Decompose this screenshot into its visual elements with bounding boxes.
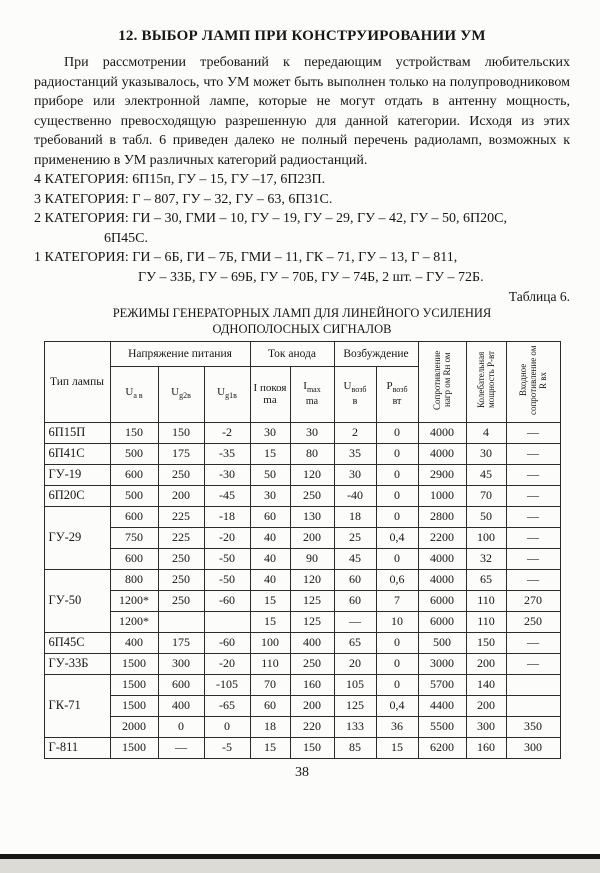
table-cell: 70 [250, 674, 290, 695]
table-cell: 70 [466, 485, 506, 506]
table-cell: 100 [250, 632, 290, 653]
table-cell: 80 [290, 443, 334, 464]
table-cell: — [158, 737, 204, 758]
page-title: 12. ВЫБОР ЛАМП ПРИ КОНСТРУИРОВАНИИ УМ [118, 28, 486, 44]
col-header-ua: $U_{а в}$ [110, 367, 158, 422]
load-resistance-vertical-label: Сопротивление нагр ом Rн ом [432, 350, 452, 410]
table-cell: 2 [334, 422, 376, 443]
table-cell: 750 [110, 527, 158, 548]
table-cell: 0 [204, 716, 250, 737]
table-cell: 6000 [418, 590, 466, 611]
table-cell: 300 [506, 737, 560, 758]
table-cell: 225 [158, 527, 204, 548]
table-cell: — [506, 548, 560, 569]
table-cell: — [506, 632, 560, 653]
table-cell: 40 [250, 569, 290, 590]
lamp-type-cell: 6П20С [44, 485, 110, 506]
category-line-4: 4 КАТЕГОРИЯ: 6П15п, ГУ – 15, ГУ –17, 6П23П. [34, 172, 326, 187]
table-cell: 0 [376, 443, 418, 464]
table-cell: 350 [506, 716, 560, 737]
table-cell: 60 [334, 569, 376, 590]
table-cell: -5 [204, 737, 250, 758]
lamp-type-cell: ГУ-50 [44, 569, 110, 632]
table-cell: 60 [250, 695, 290, 716]
col-header-i-rest: I покоя ma [250, 367, 290, 422]
table-cell: 1200* [110, 611, 158, 632]
table-cell: 3000 [418, 653, 466, 674]
table-cell: 125 [334, 695, 376, 716]
table-cell: 40 [250, 527, 290, 548]
table-cell: 15 [250, 443, 290, 464]
col-header-ug1: $U_{g1в}$ [204, 367, 250, 422]
table-cell: 2000 [110, 716, 158, 737]
table-cell: 110 [466, 611, 506, 632]
table-cell: 15 [250, 590, 290, 611]
col-header-oscillation-power [466, 342, 506, 423]
table-cell: 250 [506, 611, 560, 632]
table-cell: 30 [466, 443, 506, 464]
table-cell: 5700 [418, 674, 466, 695]
col-header-input-resistance [506, 342, 560, 423]
col-header-ug2: $U_{g2в}$ [158, 367, 204, 422]
table-cell [204, 611, 250, 632]
table-row [44, 527, 560, 548]
table-header-row-groups [44, 342, 560, 367]
input-resistance-vertical-label: Входное сопротивление ом R вх [518, 345, 548, 415]
table-cell: 0 [376, 485, 418, 506]
table-cell: -20 [204, 527, 250, 548]
table-cell: 250 [290, 653, 334, 674]
table-cell: 150 [158, 422, 204, 443]
table-cell: 250 [158, 590, 204, 611]
table-cell: 500 [418, 632, 466, 653]
table-cell: -40 [334, 485, 376, 506]
table-cell: -50 [204, 548, 250, 569]
table-cell [506, 674, 560, 695]
lamp-type-cell: ГК-71 [44, 674, 110, 737]
lamp-type-cell: 6П15П [44, 422, 110, 443]
table-cell: 1500 [110, 674, 158, 695]
table-cell: 0,6 [376, 569, 418, 590]
table-cell: 600 [158, 674, 204, 695]
table-cell: 200 [466, 653, 506, 674]
table-cell: -20 [204, 653, 250, 674]
table-cell: 7 [376, 590, 418, 611]
col-header-supply-voltage: Напряжение питания [110, 342, 250, 367]
table-body [44, 422, 560, 758]
col-header-load-resistance [418, 342, 466, 423]
table-row [44, 653, 560, 674]
table-row [44, 506, 560, 527]
table-cell: 250 [158, 548, 204, 569]
table-cell: 0,4 [376, 695, 418, 716]
lamp-type-cell: 6П45С [44, 632, 110, 653]
table-cell: 25 [334, 527, 376, 548]
category-line-1-cont: ГУ – 33Б, ГУ – 69Б, ГУ – 70Б, ГУ – 74Б, 2 шт. – ГУ – 72Б. [138, 269, 484, 285]
table-cell: -18 [204, 506, 250, 527]
table-cell: 200 [290, 695, 334, 716]
table-cell: 4000 [418, 569, 466, 590]
table-cell: -105 [204, 674, 250, 695]
col-header-u-excite: $U_{возб}$ в [334, 367, 376, 422]
table-cell: 250 [290, 485, 334, 506]
table-cell: 175 [158, 632, 204, 653]
category-line-1: 1 КАТЕГОРИЯ: ГИ – 6Б, ГИ – 7Б, ГМИ – 11, ГК – 71, ГУ – 13, Г – 811, [34, 250, 458, 265]
col-header-i-max: $I_{max}$ ma [290, 367, 334, 422]
col-header-excitation: Возбуждение [334, 342, 418, 367]
lamp-type-cell: ГУ-29 [44, 506, 110, 569]
table-cell: 300 [466, 716, 506, 737]
table-row [44, 737, 560, 758]
table-cell: 500 [110, 443, 158, 464]
table-cell: 60 [334, 590, 376, 611]
page-number: 38 [295, 764, 309, 780]
table-cell: 2800 [418, 506, 466, 527]
lamp-type-cell: Г-811 [44, 737, 110, 758]
table-cell: 4000 [418, 548, 466, 569]
table-cell: 400 [290, 632, 334, 653]
table-cell: 200 [290, 527, 334, 548]
table-cell: 18 [250, 716, 290, 737]
table-cell: 300 [158, 653, 204, 674]
table-cell: 1500 [110, 653, 158, 674]
table-cell: 133 [334, 716, 376, 737]
table-cell: 30 [334, 464, 376, 485]
table-cell: 18 [334, 506, 376, 527]
table-cell: 600 [110, 464, 158, 485]
table-cell: 500 [110, 485, 158, 506]
table-cell: — [506, 506, 560, 527]
table-row [44, 443, 560, 464]
table-row [44, 569, 560, 590]
lamp-modes-table [44, 341, 561, 759]
table-cell: — [506, 422, 560, 443]
table-cell: 4 [466, 422, 506, 443]
table-cell: -30 [204, 464, 250, 485]
table-cell [158, 611, 204, 632]
table-cell: 45 [466, 464, 506, 485]
table-cell: 150 [110, 422, 158, 443]
table-row [44, 590, 560, 611]
table-cell: 270 [506, 590, 560, 611]
lamp-type-cell: 6П41С [44, 443, 110, 464]
table-cell: 105 [334, 674, 376, 695]
table-cell [506, 695, 560, 716]
table-cell: 125 [290, 590, 334, 611]
table-cell: 100 [466, 527, 506, 548]
table-cell: 150 [290, 737, 334, 758]
table-cell: 1000 [418, 485, 466, 506]
intro-paragraph: При рассмотрении требований к передающим устройствам любительских радиостанций указывалось, что УМ может быть выполнен только на полупроводниковом приборе или электронной лампе, которые не могут отдать в антенну мощность, существенно превосходящую разрешенную для данной категории. Исходя из этих требований в табл. 6 приведен далеко не полный перечень радиоламп, возможных к применению в УМ различных категорий радиостанций. [34, 55, 570, 168]
table-cell: 15 [250, 611, 290, 632]
table-cell: 0 [376, 632, 418, 653]
table-cell: — [506, 485, 560, 506]
table-cell: 6000 [418, 611, 466, 632]
category-line-3: 3 КАТЕГОРИЯ: Г – 807, ГУ – 32, ГУ – 63, 6П31С. [34, 191, 333, 207]
table-cell: 140 [466, 674, 506, 695]
table-cell: 0 [376, 464, 418, 485]
table-row [44, 611, 560, 632]
table-row [44, 485, 560, 506]
table-cell: — [506, 443, 560, 464]
table-row [44, 674, 560, 695]
table-cell: -35 [204, 443, 250, 464]
table-cell: 400 [158, 695, 204, 716]
table-cell: -2 [204, 422, 250, 443]
table-cell: 32 [466, 548, 506, 569]
oscillation-power-vertical-label: Колебательная мощность Р-вт [476, 351, 496, 409]
table-cell: — [506, 527, 560, 548]
table-cell: 1500 [110, 737, 158, 758]
table-cell: 60 [250, 506, 290, 527]
table-cell: 40 [250, 548, 290, 569]
table-cell: 20 [334, 653, 376, 674]
table-cell: 200 [466, 695, 506, 716]
table-cell: 200 [158, 485, 204, 506]
table-cell: 65 [334, 632, 376, 653]
table-cell: 0 [376, 422, 418, 443]
table-cell: 0 [376, 653, 418, 674]
table-cell: 4400 [418, 695, 466, 716]
table-cell: -60 [204, 590, 250, 611]
table-cell: 30 [250, 422, 290, 443]
table-cell: -65 [204, 695, 250, 716]
table-cell: -60 [204, 632, 250, 653]
scan-artifact-bottom [0, 859, 600, 873]
lamp-type-cell: ГУ-19 [44, 464, 110, 485]
table-cell: 1500 [110, 695, 158, 716]
table-cell: 130 [290, 506, 334, 527]
table-cell: 120 [290, 464, 334, 485]
table-cell: 160 [290, 674, 334, 695]
lamp-type-cell: ГУ-33Б [44, 653, 110, 674]
table-caption: РЕЖИМЫ ГЕНЕРАТОРНЫХ ЛАМП ДЛЯ ЛИНЕЙНОГО УСИЛЕНИЯ ОДНОПОЛОСНЫХ СИГНАЛОВ [112, 306, 492, 336]
table-cell: — [506, 653, 560, 674]
table-cell: 65 [466, 569, 506, 590]
table-cell: — [506, 569, 560, 590]
table-cell: 400 [110, 632, 158, 653]
category-line-2: 2 КАТЕГОРИЯ: ГИ – 30, ГМИ – 10, ГУ – 19, ГУ – 29, ГУ – 42, ГУ – 50, 6П20С, [34, 211, 507, 226]
table-cell: 125 [290, 611, 334, 632]
table-row [44, 716, 560, 737]
table-row [44, 548, 560, 569]
table-cell: 175 [158, 443, 204, 464]
table-cell: 45 [334, 548, 376, 569]
table-cell: 0 [376, 674, 418, 695]
table-cell: 4000 [418, 443, 466, 464]
table-cell: 120 [290, 569, 334, 590]
table-cell: 15 [250, 737, 290, 758]
table-label: Таблица 6. [508, 289, 570, 304]
table-cell: 250 [158, 464, 204, 485]
table-cell: — [506, 464, 560, 485]
table-cell: 110 [466, 590, 506, 611]
table-cell: 2200 [418, 527, 466, 548]
table-cell: 36 [376, 716, 418, 737]
table-cell: 1200* [110, 590, 158, 611]
table-cell: 30 [290, 422, 334, 443]
table-cell: 15 [376, 737, 418, 758]
table-cell: 90 [290, 548, 334, 569]
table-cell: 5500 [418, 716, 466, 737]
table-cell: 250 [158, 569, 204, 590]
table-cell: 10 [376, 611, 418, 632]
table-cell: 800 [110, 569, 158, 590]
table-cell: 4000 [418, 422, 466, 443]
table-cell: 50 [250, 464, 290, 485]
table-cell: -50 [204, 569, 250, 590]
table-row [44, 422, 560, 443]
table-cell: 0 [158, 716, 204, 737]
table-cell: 0 [376, 506, 418, 527]
col-header-lamp-type: Тип лампы [44, 342, 110, 423]
table-cell: 0 [376, 548, 418, 569]
table-cell: 2900 [418, 464, 466, 485]
table-cell: 220 [290, 716, 334, 737]
table-cell: 30 [250, 485, 290, 506]
col-header-p-excite: $P_{возб}$ вт [376, 367, 418, 422]
category-line-2-cont: 6П45С. [104, 230, 148, 246]
table-cell: 6200 [418, 737, 466, 758]
table-cell: — [334, 611, 376, 632]
table-cell: 600 [110, 506, 158, 527]
table-row [44, 464, 560, 485]
table-cell: 0,4 [376, 527, 418, 548]
table-row [44, 632, 560, 653]
table-cell: 225 [158, 506, 204, 527]
table-cell: 85 [334, 737, 376, 758]
table-cell: 160 [466, 737, 506, 758]
table-cell: 110 [250, 653, 290, 674]
table-cell: 150 [466, 632, 506, 653]
table-cell: -45 [204, 485, 250, 506]
table-row [44, 695, 560, 716]
table-cell: 600 [110, 548, 158, 569]
table-cell: 50 [466, 506, 506, 527]
table-cell: 35 [334, 443, 376, 464]
col-header-anode-current: Ток анода [250, 342, 334, 367]
